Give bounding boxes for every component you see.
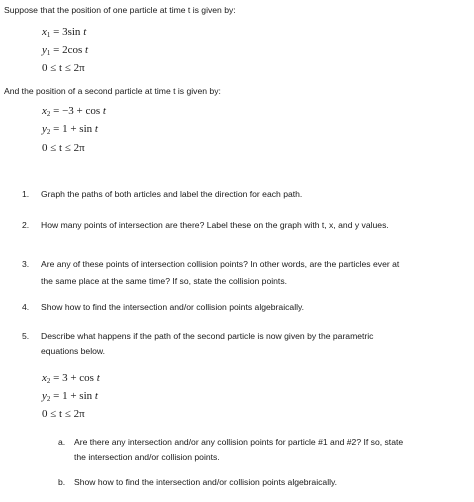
equation-new-x2: $x_2 = 3 + \cos t$ [42,372,100,385]
subquestion-letter: a. [58,437,66,447]
question-5-line-1: Describe what happens if the path of the second particle is now given by the parametric [41,331,374,341]
equation-range-2: 0 ≤ t ≤ 2π [42,142,85,154]
question-3-line-2: the same place at the same time? If so, state the collision points. [41,276,288,286]
equation-y1: $y_1 = 2\cos$ t [42,44,89,57]
question-1-text: Graph the paths of both articles and label the direction for each path. [41,189,303,199]
question-number: 4. [22,302,30,312]
question-number: 1. [22,189,30,199]
intro-particle-1: Suppose that the position of one particle at time t is given by: [4,5,236,15]
subquestion-letter: b. [58,477,66,487]
equation-y2: $y_2 = 1 + \sin t$ [42,123,98,136]
equation-x1: $x_1 = 3\sin$ t [42,26,87,39]
intro-particle-2: And the position of a second particle at time t is given by: [4,86,221,96]
subquestion-b-text: Show how to find the intersection and/or collision points algebraically. [74,477,338,487]
question-4-text: Show how to find the intersection and/or collision points algebraically. [41,302,305,312]
question-number: 2. [22,220,30,230]
question-5-line-2: equations below. [41,346,106,356]
question-number: 5. [22,331,30,341]
question-2-text: How many points of intersection are there? Label these on the graph with t, x, and y values. [41,220,389,230]
equation-x2: $x_2 = -3 + \cos t$ [42,105,106,118]
subquestion-a-line-2: the intersection and/or collision points. [74,452,220,462]
equation-range-3: 0 ≤ t ≤ 2π [42,408,85,420]
subquestion-a-line-1: Are there any intersection and/or any collision points for particle #1 and #2? If so, state [74,437,404,447]
equation-new-y2: $y_2 = 1 + \sin t$ [42,390,98,403]
question-number: 3. [22,259,30,269]
question-3-line-1: Are any of these points of intersection collision points? In other words, are the particles ever at [41,259,400,269]
equation-range-1: 0 ≤ t ≤ 2π [42,62,85,74]
